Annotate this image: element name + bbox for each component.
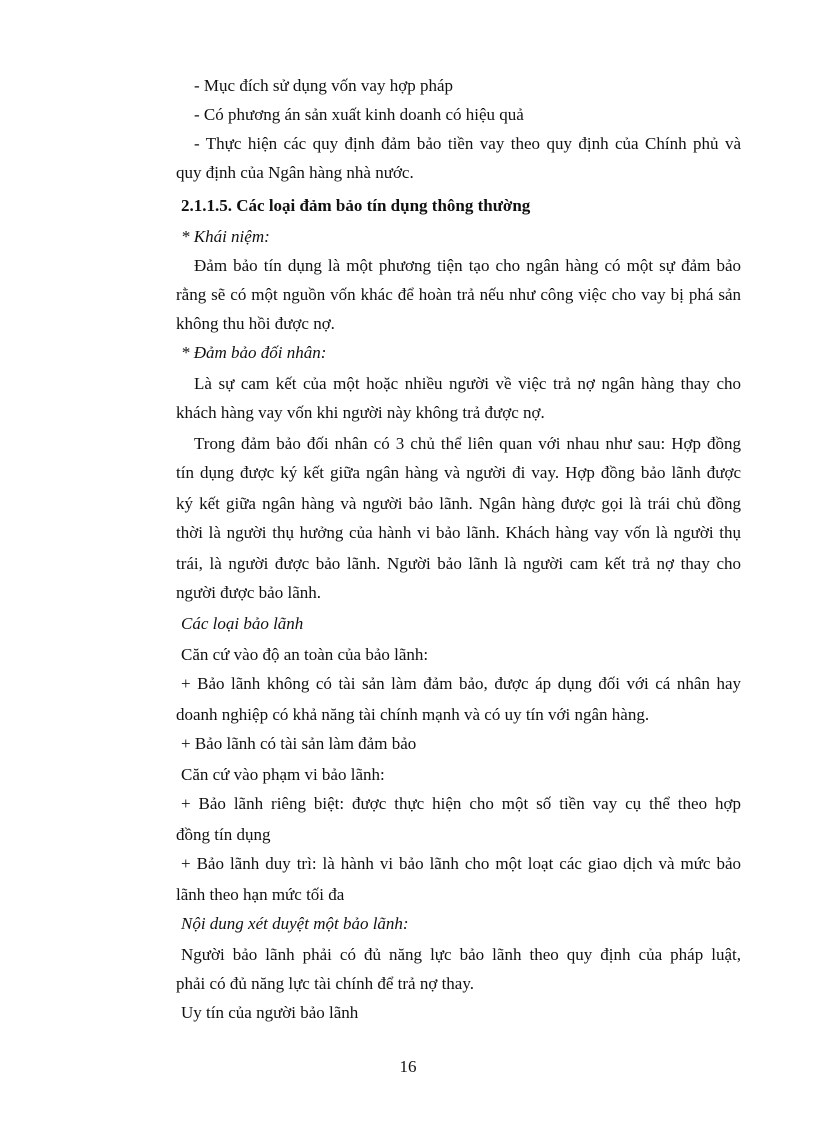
subheading: * Đảm bảo đối nhân: (181, 343, 327, 362)
text-line: Là sự cam kết của một hoặc nhiều người về việc trả nợ ngân hàng thay cho (194, 374, 741, 393)
text-line: phải có đủ năng lực tài chính để trả nợ thay. (176, 974, 474, 993)
text-line: trái, là người được bảo lãnh. Người bảo lãnh là người cam kết trả nợ thay cho (176, 554, 741, 573)
text-line: khách hàng vay vốn khi người này không trả được nợ. (176, 403, 545, 422)
text-line: quy định của Ngân hàng nhà nước. (176, 163, 414, 182)
text-line: + Bảo lãnh không có tài sản làm đảm bảo, được áp dụng đối với cá nhân hay (181, 674, 741, 693)
text-line: lãnh theo hạn mức tối đa (176, 885, 345, 904)
text-line: đồng tín dụng (176, 825, 271, 844)
text-line: Người bảo lãnh phải có đủ năng lực bảo lãnh theo quy định của pháp luật, (181, 945, 741, 964)
text-line: Đảm bảo tín dụng là một phương tiện tạo cho ngân hàng có một sự đảm bảo (194, 256, 741, 275)
subheading: Nội dung xét duyệt một bảo lãnh: (181, 914, 409, 933)
text-line: doanh nghiệp có khả năng tài chính mạnh và có uy tín với ngân hàng. (176, 705, 650, 724)
text-line: + Bảo lãnh duy trì: là hành vi bảo lãnh cho một loạt các giao dịch và mức bảo (181, 854, 741, 873)
text-line: rằng sẽ có một nguồn vốn khác để hoàn trả nếu như công việc cho vay bị phá sản (176, 285, 741, 304)
text-line: tín dụng được ký kết giữa ngân hàng và người đi vay. Hợp đồng bảo lãnh được (176, 463, 741, 482)
text-line: - Thực hiện các quy định đảm bảo tiền vay theo quy định của Chính phủ và (194, 134, 741, 153)
text-line: không thu hồi được nợ. (176, 314, 335, 333)
text-line: Căn cứ vào phạm vi bảo lãnh: (181, 765, 385, 784)
text-line: Uy tín của người bảo lãnh (181, 1003, 359, 1022)
text-line: + Bảo lãnh riêng biệt: được thực hiện cho một số tiền vay cụ thể theo hợp (181, 794, 741, 813)
subheading: * Khái niệm: (181, 227, 270, 246)
subheading: Các loại bảo lãnh (181, 614, 304, 633)
text-line: + Bảo lãnh có tài sản làm đảm bảo (181, 734, 417, 753)
text-line: thời là người thụ hưởng của hành vi bảo lãnh. Khách hàng vay vốn là người thụ (176, 523, 741, 542)
section-heading: 2.1.1.5. Các loại đảm bảo tín dụng thông thường (181, 196, 531, 215)
text-line: - Có phương án sản xuất kinh doanh có hiệu quả (194, 105, 524, 124)
text-line: ký kết giữa ngân hàng và người bảo lãnh. Ngân hàng được gọi là trái chủ đồng (176, 494, 741, 513)
page-number: 16 (399, 1057, 417, 1076)
text-line: Trong đảm bảo đối nhân có 3 chủ thể liên quan với nhau như sau: Hợp đồng (194, 434, 741, 453)
text-line: người được bảo lãnh. (176, 583, 321, 602)
text-line: - Mục đích sử dụng vốn vay hợp pháp (194, 76, 454, 95)
text-line: Căn cứ vào độ an toàn của bảo lãnh: (181, 645, 429, 664)
